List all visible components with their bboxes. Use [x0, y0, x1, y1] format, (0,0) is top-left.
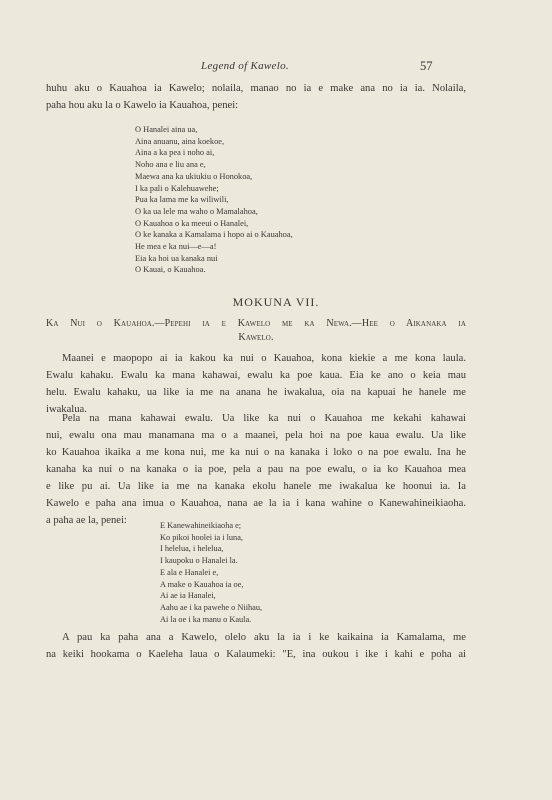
paragraph-kawelo-speaks	[46, 629, 466, 663]
paragraph-mana-kahawai	[46, 410, 466, 529]
verse-line: He mea e ka nui—e—a!	[135, 242, 217, 252]
text-line: Pela na mana kahawai ewalu. Ua like ka nui o Kauahoa me kekahi kahawai	[62, 413, 466, 424]
subheading-line: Ka Nui o Kauahoa.—Pepehi ia e Kawelo me ka Newa.—Hee o Aikanaka ia	[46, 318, 466, 329]
text-line: Kawelo e paha ana imua o Kauahoa, nana ae la ia i kana wahine o Kanewahineikiaoha.	[46, 498, 466, 509]
verse-line: Aina anuanu, aina koekoe,	[135, 136, 225, 146]
text-line: helu. Ewalu kahaku, ua like ia me na anana he iwakalua, oia na kapuai he hanele me	[46, 387, 466, 398]
verse-line: Noho ana e liu ana e,	[135, 160, 206, 170]
verse-line: Eia ka hoi ua kanaka nui	[135, 253, 218, 263]
verse-line: Ai la oe i ka manu o Kaula.	[160, 614, 252, 624]
text-line: e like pu ai. Ua like ia me na kanaka ekolu hanele me iwakalua ke hoonui ia. Ia	[46, 481, 466, 492]
text-line: Maanei e maopopo ai ia kakou ka nui o Kauahoa, kona kiekie a me kona laula.	[62, 353, 466, 364]
verse-line: I ka pali o Kalehuawehe;	[135, 183, 219, 193]
paragraph-continued	[46, 80, 466, 114]
text-line: nui, ewalu ona mau manamana ma o a maanei, pela hoi na poe kaua ewalu. Ua like	[46, 430, 466, 441]
verse-line: O Hanalei aina ua,	[135, 125, 198, 134]
verse-line: A make o Kauahoa ia oe,	[160, 579, 244, 589]
verse-line: Maewa ana ka ukiukiu o Honokoa,	[135, 171, 253, 181]
verse-line: Aahu ae i ka pawehe o Niihau,	[160, 602, 263, 612]
verse-line: Pua ka lama me ka wiliwili,	[135, 195, 229, 205]
text-line: A pau ka paha ana a Kawelo, olelo aku la ia i ke kaikaina ia Kamalama, me	[62, 632, 466, 643]
verse-line: O Kauahoa o ka meeui o Hanalei,	[135, 218, 249, 228]
page-number: 57	[420, 59, 433, 73]
text-line: kanaha ka nui o na kanaka o ia poe, pela a pau na poe ewalu, o ia ko Kauahoa mea	[46, 464, 466, 475]
verse-line: E ala e Hanalei e,	[160, 567, 219, 577]
verse-line: Ai ae ia Hanalei,	[160, 591, 216, 601]
verse-line: I kaupoku o Hanalei la.	[160, 556, 238, 566]
text-line: iwakalua.	[46, 404, 87, 415]
verse-line: O ke kanaka a Kamalama i hopo ai o Kauahoa,	[135, 230, 293, 240]
verse-line: O Kauai, o Kauahoa.	[135, 265, 206, 275]
verse-line: Ko pikoi hoolei ia i luna,	[160, 532, 243, 542]
verse-line: E Kanewahineikiaoha e;	[160, 521, 242, 530]
text-line: paha hou aku la o Kawelo ia Kauahoa, penei:	[46, 100, 239, 111]
paragraph-kauahoa-size	[46, 350, 466, 418]
page-header	[0, 60, 552, 80]
chant-verse-kanewahineikiaoha	[160, 520, 262, 625]
verse-line: I helelua, i helelua,	[160, 544, 224, 554]
text-line: Ewalu kahaku. Ewalu ka mana kahawai, ewalu ka poe kaua. Eia ke ano o keia mau	[46, 370, 466, 381]
verse-line: Aina a ka pea i noho ai,	[135, 148, 215, 158]
text-line: huhu aku o Kauahoa ia Kawelo; nolaila, manao no ia e make ana no ia ia. Nolaila,	[46, 83, 466, 94]
text-line: a paha ae la, penei:	[46, 515, 127, 526]
text-line: ko Kauahoa ikaika a me kona nui, me ka nui o na kanaka i loko o na poe ewalu. Ina he	[46, 447, 466, 458]
chapter-heading: MOKUNA VII.	[232, 295, 320, 309]
verse-line: O ka ua lele ma waho o Mamalahoa,	[135, 206, 258, 216]
subheading-line: Kawelo.	[238, 332, 274, 343]
chapter-subheading	[46, 317, 466, 345]
chant-verse-hanalei	[135, 124, 293, 276]
text-line: na keiki hookama o Kaeleha laua o Kalaumeki: "E, ina oukou i ike i kahi e poha ai	[46, 649, 466, 660]
running-title: Legend of Kawelo.	[201, 60, 289, 72]
